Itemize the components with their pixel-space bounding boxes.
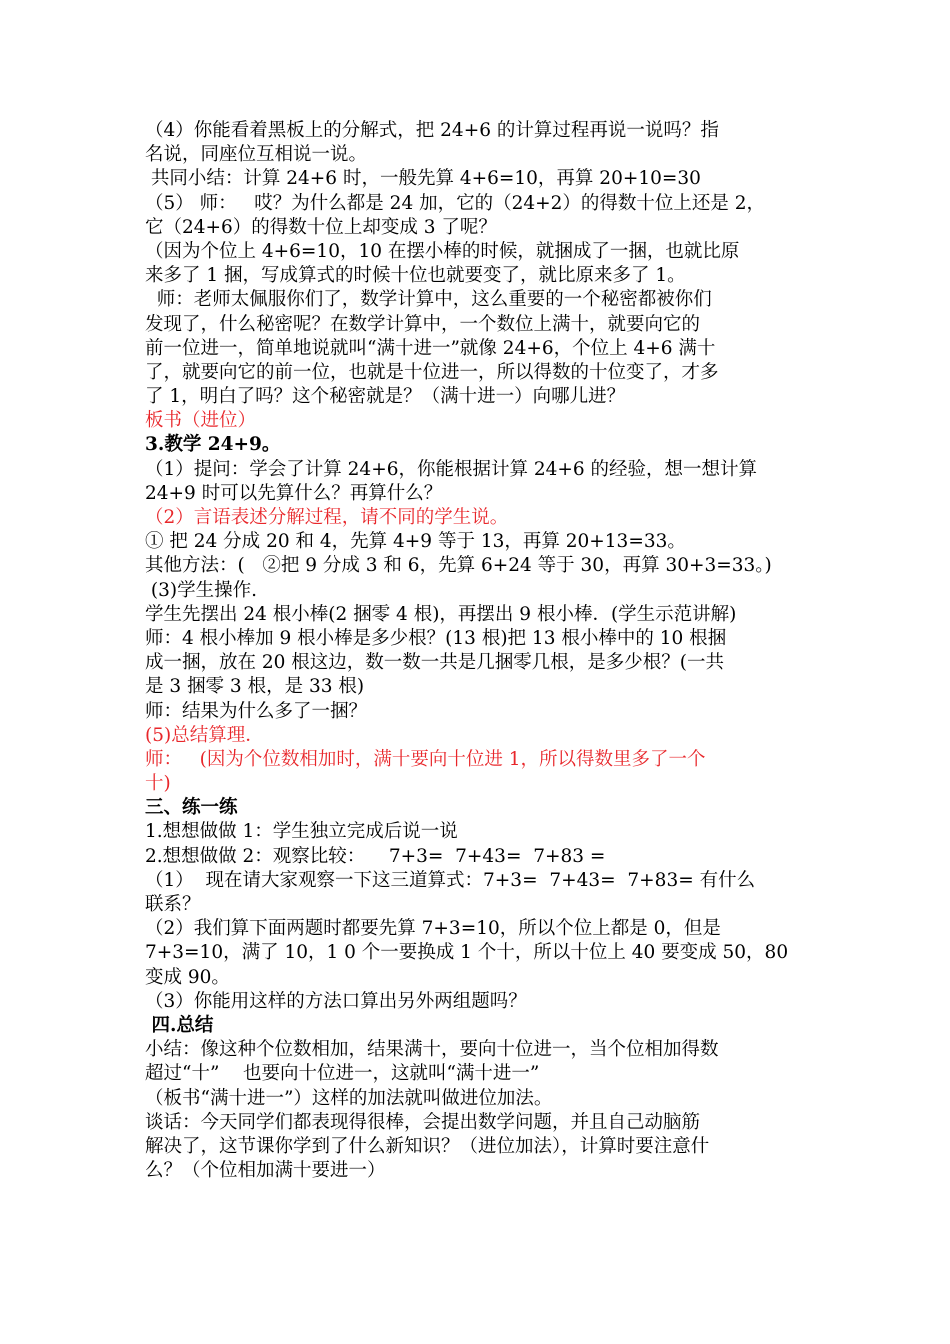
section-heading: 3.教学 24+9。 [145, 434, 281, 456]
text-line: 其他方法：( ②把 9 分成 3 和 6，先算 6+24 等于 30，再算 30+3=33。) [145, 555, 772, 577]
text-line: 24+9 时可以先算什么？再算什么？ [145, 482, 443, 504]
text-line: 了，就要向它的前一位，也就是十位进一，所以得数的十位变了，才多 [145, 361, 719, 383]
text-line: 名说，同座位互相说一说。 [145, 144, 368, 166]
text-line: 2.想想做做 2：观察比较： 7+3= 7+43= 7+83 = [145, 845, 606, 867]
text-line: 师：结果为什么多了一捆？ [145, 700, 368, 722]
text-line: （1）提问：学会了计算 24+6，你能根据计算 24+6 的经验，想一想计算 [145, 458, 758, 480]
text-line: （1） 现在请大家观察一下这三道算式：7+3= 7+43= 7+83= 有什么 [145, 869, 756, 891]
text-line: 7+3=10，满了 10，1 0 个一要换成 1 个十，所以十位上 40 要变成 50，80 [145, 942, 789, 964]
board-note-line: 板书（进位） [145, 410, 257, 432]
text-line: 小结：像这种个位数相加，结果满十，要向十位进一，当个位相加得数 [145, 1039, 719, 1061]
text-line: 联系？ [145, 894, 201, 915]
text-line: 是 3 捆零 3 根，是 33 根) [145, 676, 365, 698]
text-line: （4）你能看着黑板上的分解式，把 24+6 的计算过程再说一说吗？指 [145, 120, 719, 141]
highlight-line: （2）言语表述分解过程，请不同的学生说。 [145, 507, 509, 528]
text-line: 师：4 根小棒加 9 根小棒是多少根？(13 根)把 13 根小棒中的 10 根捆 [145, 627, 727, 649]
text-line: 超过“十” 也要向十位进一，这就叫“满十进一” [145, 1063, 540, 1085]
text-line: 变成 90。 [145, 966, 230, 988]
text-line: ① 把 24 分成 20 和 4，先算 4+9 等于 13，再算 20+13=33。 [145, 531, 686, 553]
section-heading: 四.总结 [145, 1014, 214, 1036]
highlight-line: 师： (因为个位数相加时，满十要向十位进 1，所以得数里多了一个 [145, 748, 706, 770]
highlight-line: 十) [145, 773, 171, 795]
text-line: （5） 师： 哎？为什么都是 24 加，它的（24+2）的得数十位上还是 2， [145, 192, 766, 214]
text-line: 前一位进一，简单地说就叫“满十进一”就像 24+6，个位上 4+6 满十 [145, 337, 716, 359]
text-line: （板书“满十进一”）这样的加法就叫做进位加法。 [145, 1087, 553, 1109]
text-line: 共同小结：计算 24+6 时，一般先算 4+6=10，再算 20+10=30 [145, 168, 701, 190]
document-body [145, 119, 811, 1183]
text-line: 么？（个位相加满十要进一） [145, 1160, 386, 1182]
text-line: （因为个位上 4+6=10，10 在摆小棒的时候，就捆成了一捆，也就比原 [145, 240, 740, 262]
text-line: （2）我们算下面两题时都要先算 7+3=10，所以个位上都是 0，但是 [145, 918, 721, 940]
text-line: 成一捆，放在 20 根这边，数一数一共是几捆零几根，是多少根？(一共 [145, 652, 725, 674]
highlight-line: (5)总结算理． [145, 724, 264, 746]
text-line: 谈话：今天同学们都表现得很棒，会提出数学问题，并且自己动脑筋 [145, 1111, 701, 1133]
text-line: 1.想想做做 1：学生独立完成后说一说 [145, 821, 458, 843]
text-line: 解决了，这节课你学到了什么新知识？（进位加法），计算时要注意什 [145, 1135, 710, 1157]
text-line: 发现了，什么秘密呢？在数学计算中，一个数位上满十，就要向它的 [145, 313, 701, 335]
text-line: 来多了 1 捆，写成算式的时候十位也就要变了，就比原来多了 1。 [145, 265, 686, 287]
text-line: 师：老师太佩服你们了，数学计算中，这么重要的一个秘密都被你们 [145, 289, 712, 311]
text-line: 学生先摆出 24 根小棒(2 捆零 4 根)，再摆出 9 根小棒．(学生示范讲解) [145, 603, 737, 625]
text-line: （3）你能用这样的方法口算出另外两组题吗？ [145, 990, 527, 1012]
section-heading: 三、练一练 [145, 797, 238, 819]
text-line: (3)学生操作. [145, 579, 257, 601]
text-line: 了 1，明白了吗？这个秘密就是？（满十进一）向哪儿进？ [145, 386, 626, 408]
text-line: 它（24+6）的得数十位上却变成 3 了呢？ [145, 216, 497, 238]
